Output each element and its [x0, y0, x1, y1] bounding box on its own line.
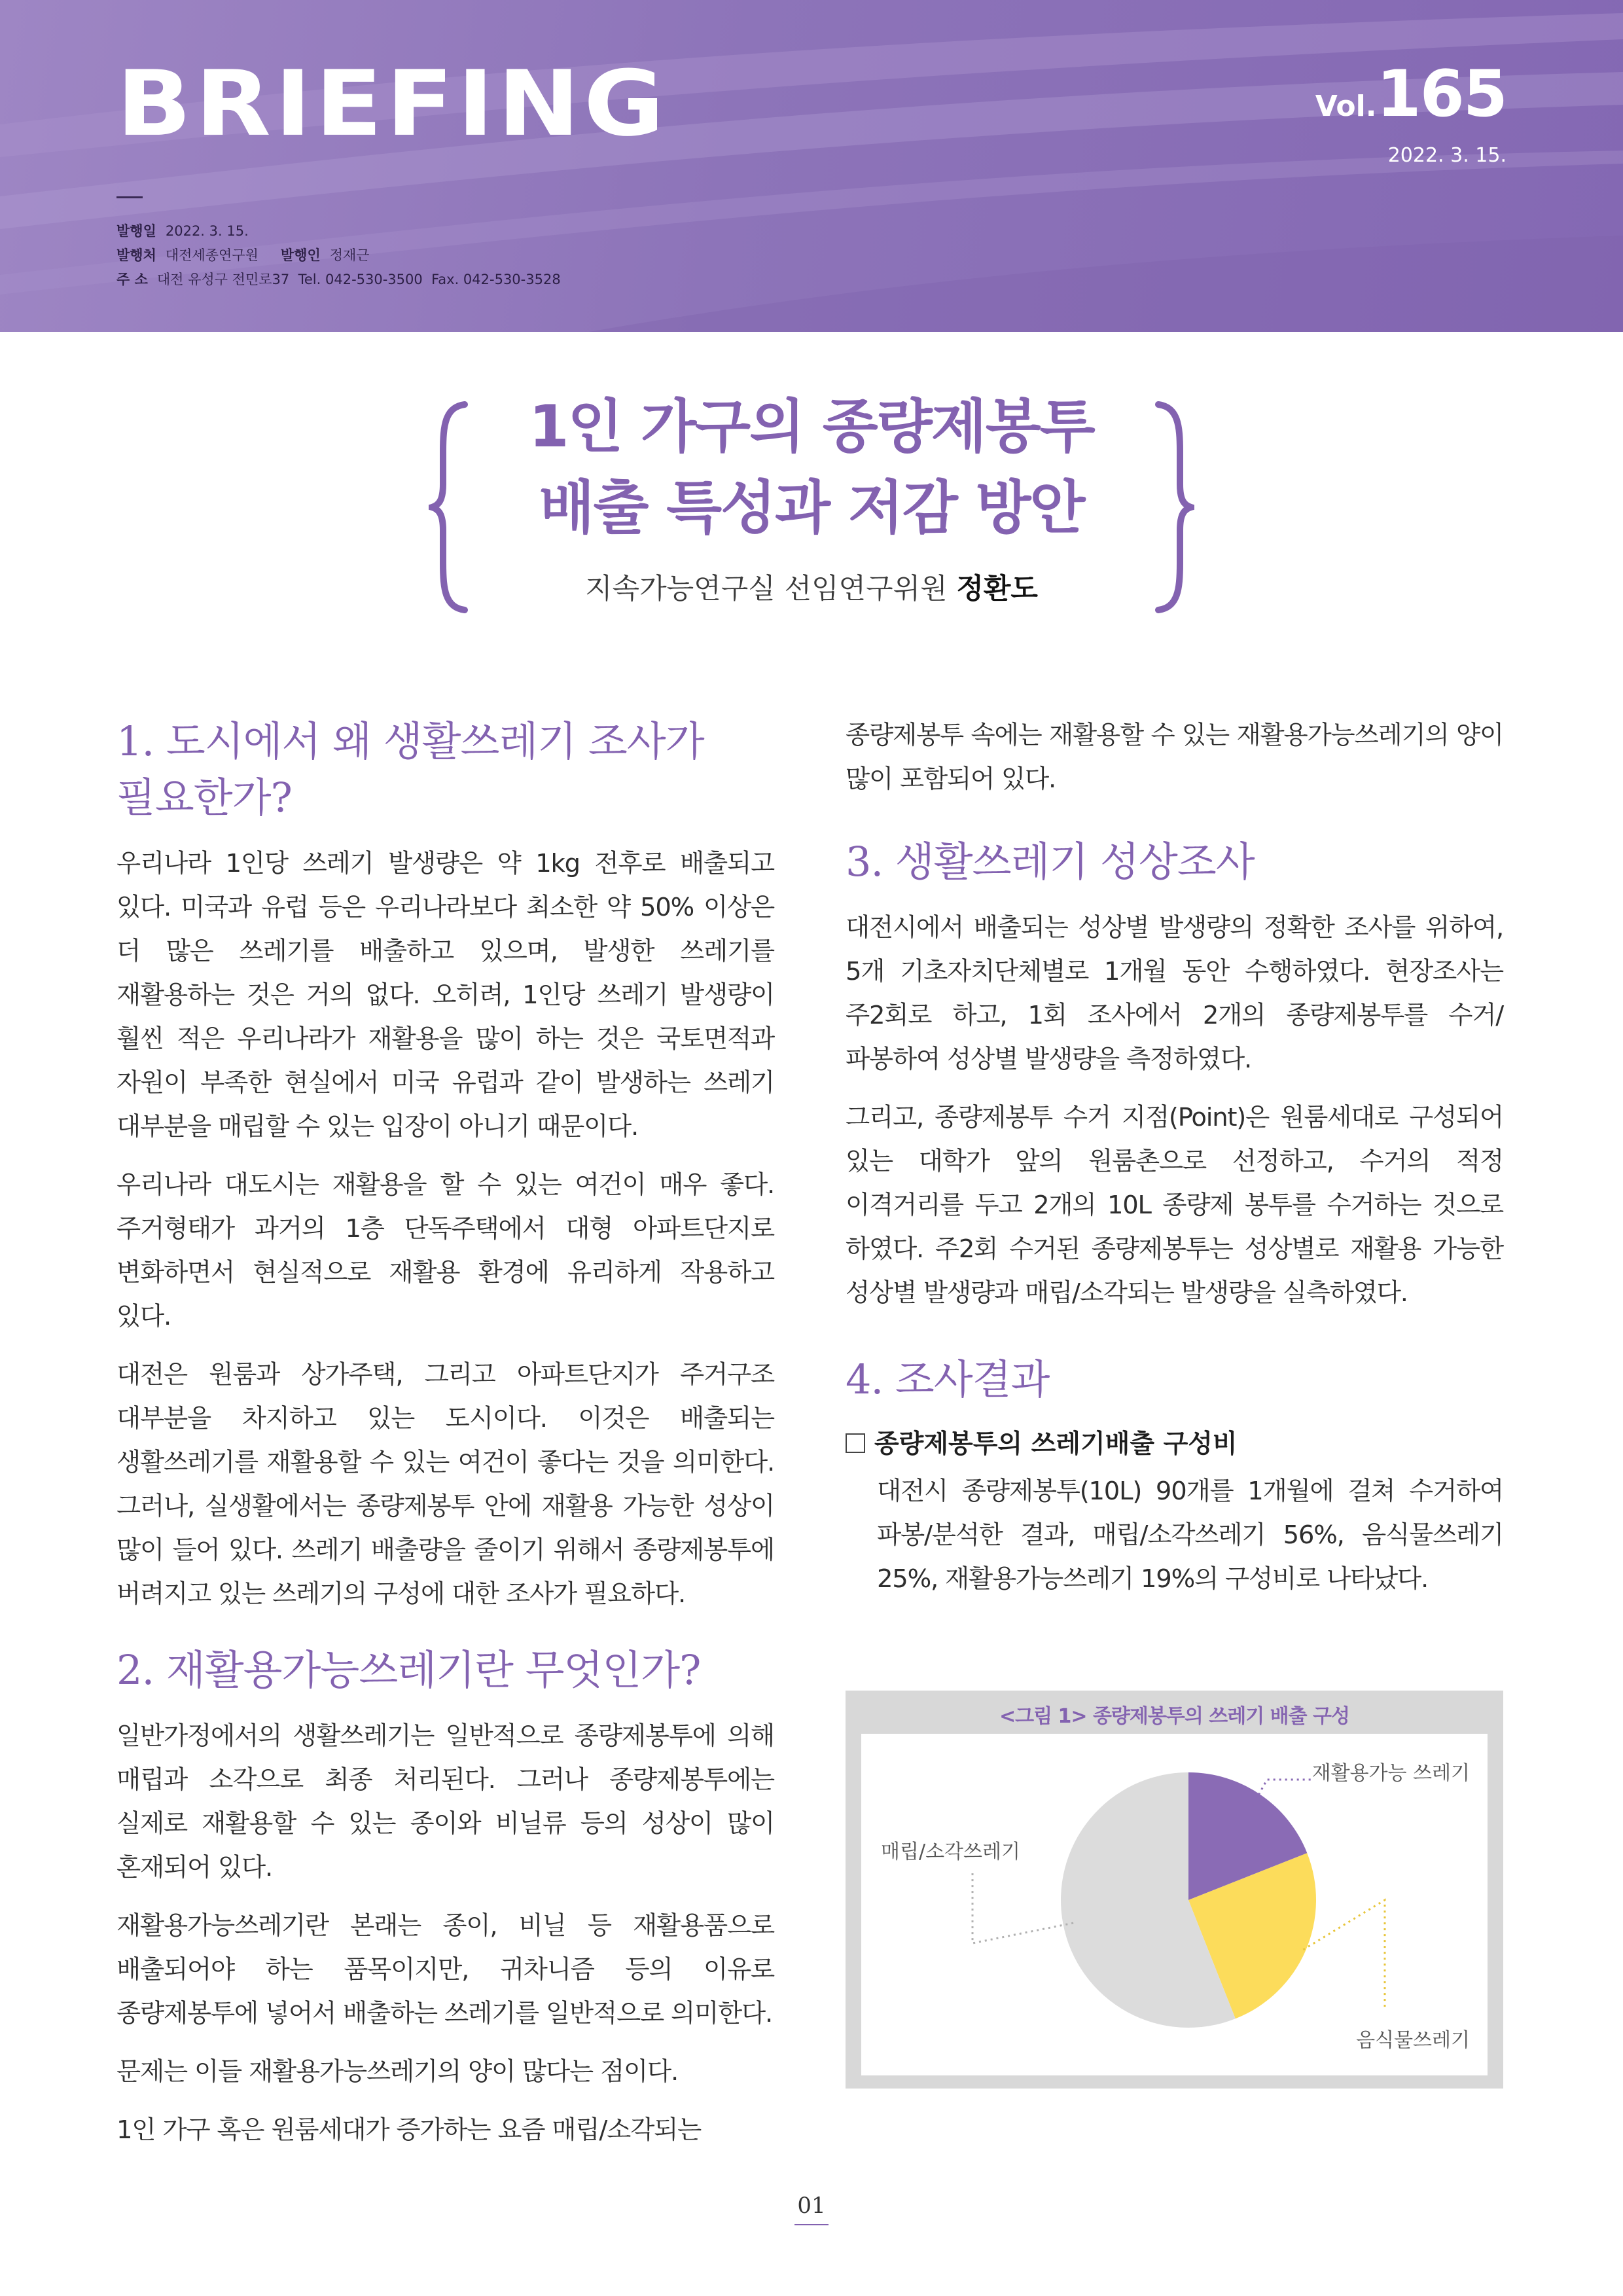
issue-date-value: 2022. 3. 15. — [165, 223, 249, 239]
leader-line-2 — [1303, 1900, 1385, 2009]
address-label: 주 소 — [116, 272, 148, 287]
issuer-label: 발행인 — [280, 247, 321, 263]
volume-badge — [1315, 57, 1507, 132]
section1-paragraph: 우리나라 1인당 쓰레기 발생량은 약 1kg 전후로 배출되고 있다. 미국과 유럽 등은 우리나라보다 최소한 약 50% 이상은 더 많은 쓰레기를 배출하고 있으며, 발생한 쓰레기를 재활용하는 것은 거의 없다. 오히려, 1인당 쓰레기 발생량이 훨씬 적은 우리나라가 재활용을 많이 하는 것은 국토면적과 자원이 부족한 현실에서 미국 유럽과 같이 발생하는 쓰레기 대부분을 매립할 수 있는 입장이 아니기 때문이다. — [116, 849, 774, 1141]
author-name: 정환도 — [956, 573, 1038, 605]
section3-paragraph: 대전시에서 배출되는 성상별 발생량의 정확한 조사를 위하여, 5개 기초자치단체별로 1개월 동안 수행하였다. 현장조사는 주2회로 하고, 1회 조사에서 2개의 종량제봉투를 수거/파봉하여 성상별 발생량을 측정하였다. — [846, 913, 1503, 1074]
section2-heading: 2. 재활용가능쓰레기란 무엇인가? — [116, 1646, 701, 1694]
pie-label-3: 매립/소각쓰레기 — [881, 1840, 1020, 1863]
leader-line-3 — [972, 1873, 1073, 1943]
section1-heading-line2: 필요한가? — [116, 774, 292, 821]
fax-value: Fax. 042-530-3528 — [431, 272, 561, 287]
pie-chart — [861, 1734, 1488, 2075]
author-affiliation: 지속가능연구실 선임연구위원 — [585, 573, 948, 605]
left-column — [116, 713, 774, 2166]
issuer-value: 정재근 — [329, 247, 370, 263]
section4-heading: 4. 조사결과 — [846, 1355, 1050, 1403]
section4-paragraph: 대전시 종량제봉투(10L) 90개를 1개월에 걸쳐 수거하여 파봉/분석한 결과, 매립/소각쓰레기 56%, 음식물쓰레기 25%, 재활용가능쓰레기 19%의 구성비로 나타났다. — [877, 1477, 1503, 1594]
section4-subheading-text: 종량제봉투의 쓰레기배출 구성비 — [874, 1429, 1238, 1459]
checkbox-square-icon — [846, 1433, 865, 1453]
section1-heading-line1: 1. 도시에서 왜 생활쓰레기 조사가 — [116, 717, 704, 765]
report-title-line1: 1인 가구의 종량제봉투 — [529, 393, 1094, 460]
publication-info — [116, 219, 561, 292]
pie-label-2: 음식물쓰레기 — [1356, 2029, 1470, 2052]
brand-logo: BRIEFING — [116, 51, 669, 157]
figure-title: <그림 1> 종량제봉투의 쓰레기 배출 구성 — [999, 1705, 1350, 1728]
section3-paragraph: 그리고, 종량제봉투 수거 지점(Point)은 원룸세대로 구성되어 있는 대학가 앞의 원룸촌으로 선정하고, 수거의 적정 이격거리를 두고 2개의 10L 종량제 봉투를 수거하는 것으로 하였다. 주2회 수거된 종량제봉투는 성상별로 재활용 가능한 성상별 발생량과 매립/소각되는 발생량을 실측하였다. — [846, 1103, 1503, 1308]
section2-paragraph: 문제는 이들 재활용가능쓰레기의 양이 많다는 점이다. — [116, 2057, 679, 2087]
page-number-text: 01 — [794, 2193, 828, 2225]
publisher-label: 발행처 — [116, 247, 156, 263]
briefing-header — [0, 0, 1623, 332]
right-column — [846, 713, 1503, 1615]
volume-number: 165 — [1376, 57, 1507, 132]
pie-label-1: 재활용가능 쓰레기 — [1311, 1762, 1470, 1785]
page-number — [0, 2193, 1623, 2225]
section1-paragraph: 대전은 원룸과 상가주택, 그리고 아파트단지가 주거구조 대부분을 차지하고 있는 도시이다. 이것은 배출되는 생활쓰레기를 재활용할 수 있는 여건이 좋다는 것을 의미한다. 그러나, 실생활에서는 종량제봉투 안에 재활용 가능한 성상이 많이 들어 있다. 쓰레기 배출량을 줄이기 위해서 종량제봉투에 버려지고 있는 쓰레기의 구성에 대한 조사가 필요하다. — [116, 1360, 774, 1609]
section2-paragraph: 1인 가구 혹은 원룸세대가 증가하는 요즘 매립/소각되는 — [116, 2115, 702, 2145]
publisher-value: 대전세종연구원 — [165, 247, 259, 263]
author-line — [0, 567, 1623, 607]
figure-1 — [846, 1691, 1503, 2089]
report-title-block — [0, 386, 1623, 607]
issue-label: 발행일 — [116, 223, 156, 239]
report-title-line2: 배출 특성과 저감 방안 — [539, 474, 1084, 541]
address-value: 대전 유성구 전민로37 — [156, 272, 290, 287]
tel-value: Tel. 042-530-3500 — [298, 272, 423, 287]
volume-label: Vol. — [1315, 90, 1377, 123]
section2-continued-paragraph: 종량제봉투 속에는 재활용할 수 있는 재활용가능쓰레기의 양이 많이 포함되어 있다. — [846, 721, 1503, 794]
section1-heading — [116, 713, 774, 826]
section3-heading: 3. 생활쓰레기 성상조사 — [846, 838, 1255, 886]
issue-date: 2022. 3. 15. — [1387, 144, 1507, 167]
section1-paragraph: 우리나라 대도시는 재활용을 할 수 있는 여건이 매우 좋다. 주거형태가 과거의 1층 단독주택에서 대형 아파트단지로 변화하면서 현실적으로 재활용 환경에 유리하게 작용하고 있다. — [116, 1170, 774, 1331]
section4-subheading — [846, 1424, 1503, 1465]
figure-panel — [861, 1734, 1488, 2075]
header-rule — [116, 196, 143, 198]
section2-paragraph: 일반가정에서의 생활쓰레기는 일반적으로 종량제봉투에 의해 매립과 소각으로 최종 처리된다. 그러나 종량제봉투에는 실제로 재활용할 수 있는 종이와 비닐류 등의 성상이 많이 혼재되어 있다. — [116, 1721, 774, 1882]
section2-paragraph: 재활용가능쓰레기란 본래는 종이, 비닐 등 재활용품으로 배출되어야 하는 품목이지만, 귀차니즘 등의 이유로 종량제봉투에 넣어서 배출하는 쓰레기를 일반적으로 의미한다. — [116, 1911, 774, 2028]
